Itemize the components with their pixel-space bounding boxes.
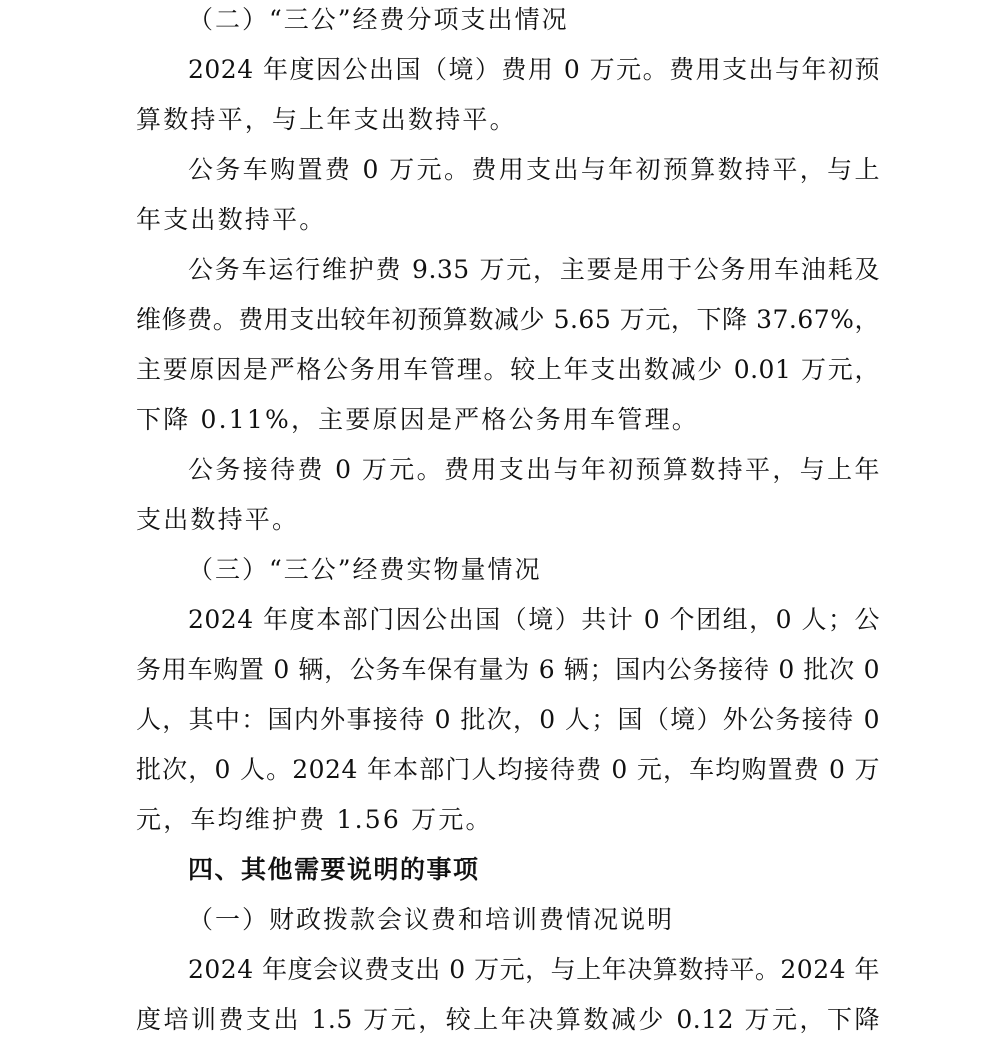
paragraph-line: 维修费。费用支出较年初预算数减少 5.65 万元，下降 37.67%， — [136, 305, 880, 334]
section-heading-other-matters: 四、其他需要说明的事项 — [188, 855, 480, 884]
section-heading-san-gong-physical: （三）“三公”经费实物量情况 — [188, 555, 542, 584]
paragraph-line: 度培训费支出 1.5 万元，较上年决算数减少 0.12 万元，下降 — [136, 1005, 880, 1034]
paragraph-line: 2024 年度本部门因公出国（境）共计 0 个团组，0 人；公 — [188, 605, 880, 634]
paragraph-line: 下降 0.11%，主要原因是严格公务用车管理。 — [136, 405, 699, 434]
paragraph-line: 批次，0 人。2024 年本部门人均接待费 0 元，车均购置费 0 万 — [136, 755, 880, 784]
paragraph-line: 人，其中：国内外事接待 0 批次，0 人；国（境）外公务接待 0 — [136, 705, 880, 734]
paragraph-line: 公务车运行维护费 9.35 万元，主要是用于公务用车油耗及 — [188, 255, 880, 284]
paragraph-line: 元，车均维护费 1.56 万元。 — [136, 805, 493, 834]
paragraph-line: 公务接待费 0 万元。费用支出与年初预算数持平，与上年 — [188, 455, 880, 484]
paragraph-line: 支出数持平。 — [136, 505, 300, 534]
paragraph-line: 2024 年度因公出国（境）费用 0 万元。费用支出与年初预 — [188, 55, 880, 84]
paragraph-line: 2024 年度会议费支出 0 万元，与上年决算数持平。2024 年 — [188, 955, 880, 984]
paragraph-line: 公务车购置费 0 万元。费用支出与年初预算数持平，与上 — [188, 155, 880, 184]
paragraph-line: 主要原因是严格公务用车管理。较上年支出数减少 0.01 万元， — [136, 355, 880, 384]
paragraph-line: 务用车购置 0 辆，公务车保有量为 6 辆；国内公务接待 0 批次 0 — [136, 655, 880, 684]
paragraph-line: 算数持平，与上年支出数持平。 — [136, 105, 517, 134]
section-heading-meeting-training: （一）财政拨款会议费和培训费情况说明 — [188, 905, 675, 934]
paragraph-line: 年支出数持平。 — [136, 205, 327, 234]
section-heading-san-gong-items: （二）“三公”经费分项支出情况 — [188, 5, 569, 34]
